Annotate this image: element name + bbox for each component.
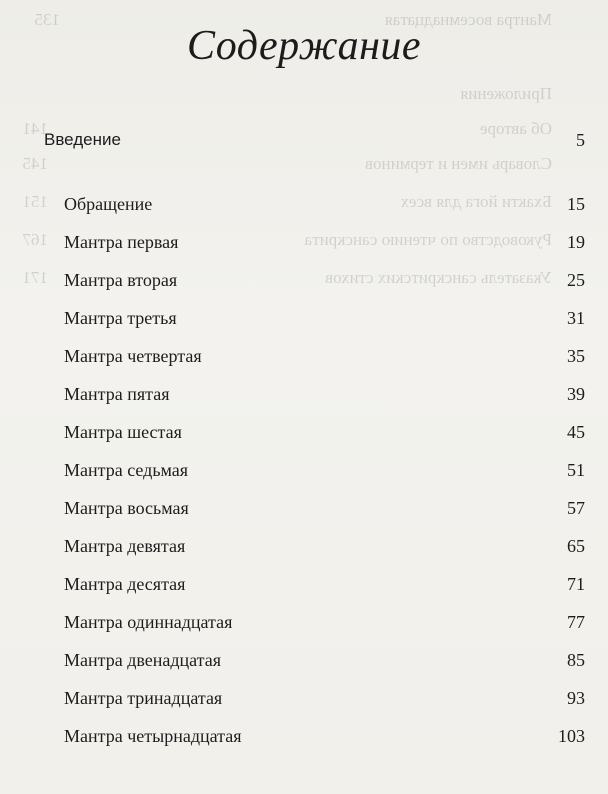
toc-entry-page: 35	[567, 346, 585, 366]
toc-entry-page: 71	[567, 574, 585, 594]
toc-entry-label: Мантра четвертая	[64, 346, 202, 366]
toc-entry-label: Мантра пятая	[64, 384, 170, 404]
toc-entry-label: Мантра шестая	[64, 422, 182, 442]
toc-entry	[64, 230, 585, 254]
toc-entry-page: 85	[567, 650, 585, 670]
toc-entry	[64, 648, 585, 672]
toc-entry-label: Мантра девятая	[64, 536, 186, 556]
toc-entry	[64, 306, 585, 330]
toc-entry-label: Мантра вторая	[64, 270, 178, 290]
toc-entry-label: Мантра десятая	[64, 574, 186, 594]
toc-entry-page: 57	[567, 498, 585, 518]
toc-entry-page: 65	[567, 536, 585, 556]
toc-entry-page: 77	[567, 612, 585, 632]
toc-entry	[64, 572, 585, 596]
toc-entry-label: Мантра четырнадцатая	[64, 726, 242, 746]
toc-entry-label: Мантра одиннадцатая	[64, 612, 233, 632]
toc-entry	[64, 496, 585, 520]
toc-entry-intro	[44, 128, 585, 152]
toc-entry-page: 31	[567, 308, 585, 328]
page-title: Содержание	[186, 23, 422, 69]
toc-entry-label: Мантра двенадцатая	[64, 650, 222, 670]
toc-entry	[64, 382, 585, 406]
toc-entry	[64, 458, 585, 482]
toc-entry	[64, 610, 585, 634]
toc-entry-page: 15	[567, 194, 585, 214]
toc-entry	[64, 268, 585, 292]
toc-entry	[64, 534, 585, 558]
toc-entry	[64, 420, 585, 444]
toc-entry-label: Мантра третья	[64, 308, 177, 328]
toc-entry-label: Мантра первая	[64, 232, 179, 252]
toc-entry-page: 39	[567, 384, 585, 404]
toc-entry-page: 93	[567, 688, 585, 708]
toc-entry	[64, 192, 585, 216]
toc-entry-label: Мантра восьмая	[64, 498, 189, 518]
toc-entry	[64, 344, 585, 368]
toc-entry-page: 5	[576, 130, 585, 150]
toc-entry-page: 103	[558, 726, 585, 746]
toc-entry-page: 45	[567, 422, 585, 442]
toc-entry-label: Мантра тринадцатая	[64, 688, 223, 708]
page-bleed-through: Мантра восемнадцатая 135 Приложения Об авторе 141 Словарь имен и терминов 145 Бхакти йога для всех 151 Руководство по чтению санскрита 167 Указатель санскритских стихов 171	[22, 10, 552, 287]
toc-entry-page: 51	[567, 460, 585, 480]
toc-entry-label: Мантра седьмая	[64, 460, 189, 480]
toc-entry	[64, 686, 585, 710]
toc-entry-page: 25	[567, 270, 585, 290]
toc-entry-page: 19	[567, 232, 585, 252]
toc-entry-label: Обращение	[64, 194, 153, 214]
toc-entry-label: Введение	[44, 130, 121, 149]
toc-entry	[64, 724, 585, 748]
